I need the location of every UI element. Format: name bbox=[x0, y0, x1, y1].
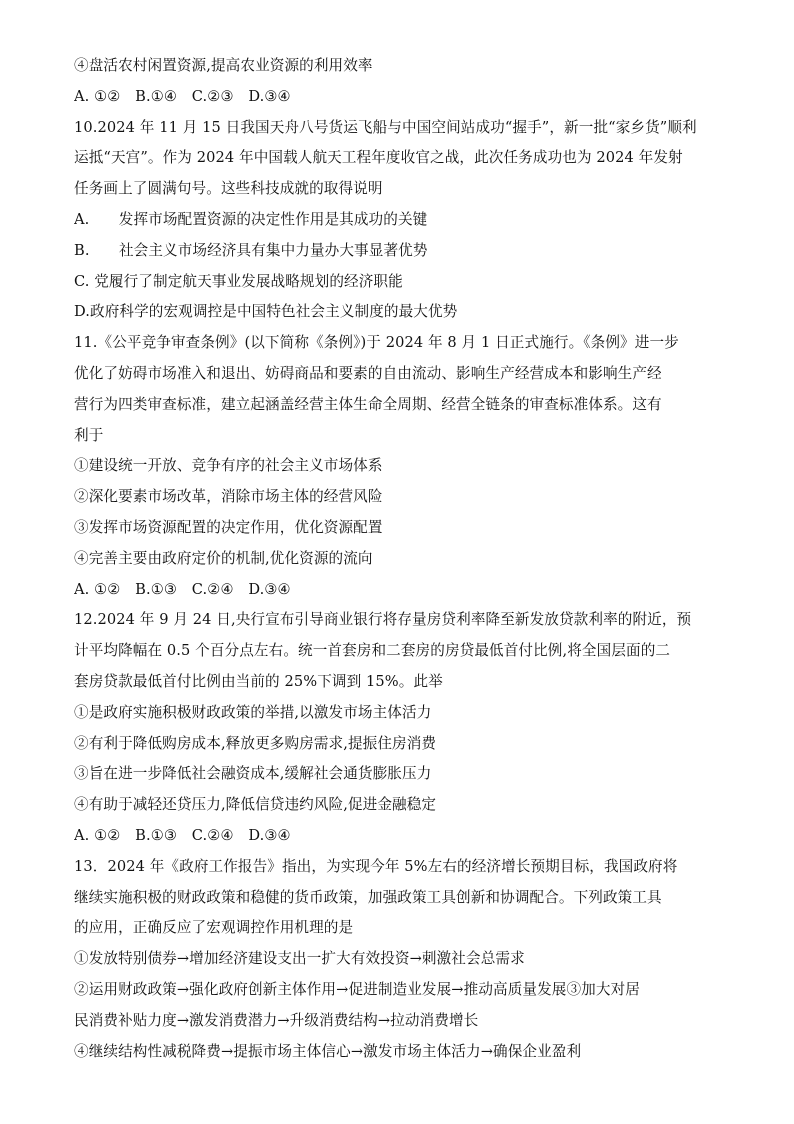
q10-choice-d: D.政府科学的宏观调控是中国特色社会主义制度的最大优势 bbox=[74, 303, 458, 321]
q12-option-4: ④有助于减轻还贷压力,降低信贷违约风险,促进金融稳定 bbox=[74, 796, 437, 814]
q13-option-1: ①发放特别债券→增加经济建设支出一扩大有效投资→刺激社会总需求 bbox=[74, 950, 525, 968]
q11-option-2: ②深化要素市场改革，消除市场主体的经营风险 bbox=[74, 488, 383, 506]
q10-choice-c: C. 党履行了制定航天事业发展战略规划的经济职能 bbox=[74, 272, 403, 290]
q13-option-2-3: ②运用财政政策→强化政府创新主体作用→促进制造业发展→推动高质量发展③加大对居 bbox=[74, 980, 640, 998]
q9-answer-choices: A. ①② B.①④ C.②③ D.③④ bbox=[74, 87, 291, 105]
q12-stem-line-1: 12.2024 年 9 月 24 日,央行宣布引导商业银行将存量房贷利率降至新发放贷款利率的附近，预 bbox=[74, 611, 692, 629]
q10-stem-line-2: 运抵“天宫”。作为 2024 年中国载人航天工程年度收官之战，此次任务成功也为 2024 年发射 bbox=[74, 149, 683, 167]
q11-option-1: ①建设统一开放、竞争有序的社会主义市场体系 bbox=[74, 457, 383, 475]
q13-stem-line-2: 继续实施积极的财政政策和稳健的货币政策，加强政策工具创新和协调配合。下列政策工具 bbox=[74, 888, 662, 906]
q12-option-2: ②有利于降低购房成本,释放更多购房需求,提振住房消费 bbox=[74, 734, 437, 752]
q13-stem-line-3: 的应用，正确反应了宏观调控作用机理的是 bbox=[74, 919, 354, 937]
q12-answer-choices: A. ①② B.①③ C.②④ D.③④ bbox=[74, 826, 291, 844]
q11-option-3: ③发挥市场资源配置的决定作用，优化资源配置 bbox=[74, 518, 383, 536]
q10-stem-line-1: 10.2024 年 11 月 15 日我国天舟八号货运飞船与中国空间站成功“握手”，新一批“家乡货”顺利 bbox=[74, 118, 697, 136]
document-page bbox=[74, 51, 722, 1067]
q13-option-3-cont: 民消费补贴力度→激发消费潜力→升级消费结构→拉动消费增长 bbox=[74, 1011, 479, 1029]
q11-stem-line-4: 利于 bbox=[74, 426, 104, 444]
q13-option-4: ④继续结构性减税降费→提振市场主体信心→激发市场主体活力→确保企业盈利 bbox=[74, 1042, 582, 1060]
q12-stem-line-2: 计平均降幅在 0.5 个百分点左右。统一首套房和二套房的房贷最低首付比例,将全国层面的二 bbox=[74, 642, 671, 660]
q9-option-4: ④盘活农村闲置资源,提高农业资源的利用效率 bbox=[74, 57, 373, 74]
q10-choice-b: B. 社会主义市场经济具有集中力量办大事显著优势 bbox=[74, 241, 428, 259]
q11-answer-choices: A. ①② B.①③ C.②④ D.③④ bbox=[74, 580, 291, 598]
q10-choice-a: A. 发挥市场配置资源的决定性作用是其成功的关键 bbox=[74, 210, 428, 228]
q11-stem-line-2: 优化了妨碍市场准入和退出、妨碍商品和要素的自由流动、影响生产经营成本和影响生产经 bbox=[74, 364, 662, 382]
q12-option-1: ①是政府实施积极财政政策的举措,以激发市场主体活力 bbox=[74, 703, 432, 721]
q10-stem-line-3: 任务画上了圆满句号。这些科技成就的取得说明 bbox=[74, 180, 383, 198]
q11-stem-line-3: 营行为四类审查标准，建立起涵盖经营主体生命全周期、经营全链条的审查标准体系。这有 bbox=[74, 395, 662, 413]
q13-stem-line-1: 13．2024 年《政府工作报告》指出，为实现今年 5%左右的经济增长预期目标，我国政府将 bbox=[74, 857, 678, 875]
q11-stem-line-1: 11.《公平竞争审查条例》(以下简称《条例》)于 2024 年 8 月 1 日正式施行。《条例》进一步 bbox=[74, 334, 679, 352]
q12-stem-line-3: 套房贷款最低首付比例由当前的 25%下调到 15%。此举 bbox=[74, 672, 443, 690]
q11-option-4: ④完善主要由政府定价的机制,优化资源的流向 bbox=[74, 549, 373, 567]
q12-option-3: ③旨在进一步降低社会融资成本,缓解社会通货膨胀压力 bbox=[74, 765, 432, 783]
